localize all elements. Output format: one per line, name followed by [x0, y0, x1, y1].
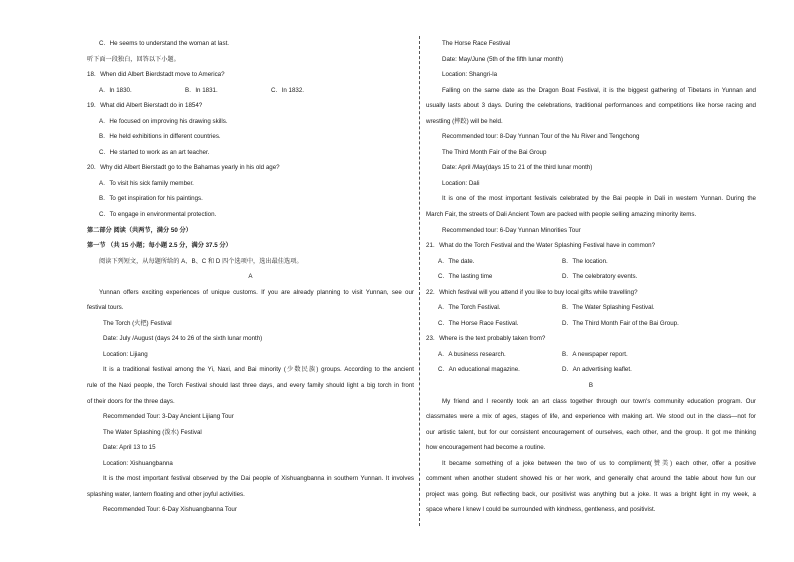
intro-line-2: festival tours. [87, 304, 124, 312]
q22-option-b: B．The Water Splashing Festival. [562, 304, 655, 312]
q22-option-d: D．The Third Month Fair of the Bai Group. [562, 319, 679, 327]
q22-options-row2 [426, 316, 756, 332]
intro-line-1: Yunnan offers exciting experiences of unique customs. If you are already planning to visit Yunnan, see our [99, 288, 414, 296]
q23-option-d: D．An advertising leaflet. [562, 366, 632, 374]
passage-b-line: project was going. But reflecting back, our positivist was anything but a joke. It was a bright light in my week, a [426, 490, 756, 498]
q18-option-b: B．In 1831. [185, 86, 218, 94]
q22-stem: 22．Which festival will you attend if you like to buy local gifts while travelling? [426, 288, 638, 296]
q23-stem: 23．Where is the text probably taken from? [426, 335, 546, 343]
q18-option-c: C．In 1832. [271, 86, 305, 94]
water-date: Date: April 13 to 15 [103, 444, 156, 452]
water-location: Location: Xishuangbanna [103, 459, 173, 467]
fair-date: Date: April /May(days 15 to 21 of the third lunar month) [442, 164, 593, 172]
q19-option-a: A．He focused on improving his drawing skills. [99, 117, 228, 125]
q22-option-c: C．The Horse Race Festival. [438, 319, 519, 327]
q20-stem: 20．Why did Albert Bierstadt go to the Bahamas yearly in his old age? [87, 164, 280, 172]
torch-date: Date: July /August (days 24 to 26 of the sixth lunar month) [103, 335, 263, 343]
torch-desc-1: It is a traditional festival among the Yi, Naxi, and Bai minority (少数民族) groups. According to the ancient [103, 366, 414, 374]
q18-option-a: A．In 1830. [99, 86, 132, 94]
water-desc-2: splashing water, lantern floating and other joyful activities. [87, 490, 245, 498]
horse-desc-1: Falling on the same date as the Dragon Boat Festival, it is the biggest gathering of Tibetans in Yunnan and [442, 86, 756, 94]
q18-stem: 18．When did Albert Bierdstadt move to America? [87, 71, 225, 79]
q23-option-c: C．An educational magazine. [438, 366, 520, 374]
fair-title: The Third Month Fair of the Bai Group [442, 148, 547, 156]
part2-heading: 第二部分 阅读（共两节，满分 50 分） [87, 226, 192, 234]
passage-b-line: comment when another student showed his or her work, and generally chat around the table about how fun our [426, 475, 756, 483]
horse-title: The Horse Race Festival [442, 40, 511, 47]
passage-b-line: classmates were a mix of ages, stages of life, and experience with making art. We stood out in the class—not for [426, 413, 756, 421]
passage-a-label: A [248, 273, 253, 281]
q23-options-row2 [426, 362, 756, 378]
water-tour: Recommended Tour: 6-Day Xishuangbanna Tour [103, 506, 237, 514]
q23-option-a: A．A business research. [438, 350, 506, 358]
section1-heading: 第一节 （共 15 小题；每小题 2.5 分，满分 37.5 分） [87, 242, 232, 250]
passage-b-line: My friend and I recently took an art class together through our town's community education program. Our [442, 397, 756, 405]
horse-location: Location: Shangri-la [442, 71, 498, 79]
q21-options-row2 [426, 269, 756, 285]
q18-options [87, 83, 414, 99]
q19-option-b: B．He held exhibitions in different countries. [99, 133, 221, 141]
left-column [87, 36, 414, 518]
q20-option-b: B．To get inspiration for his paintings. [99, 195, 203, 203]
passage-b-line: space where I knew I could be surrounded with kindness, gentleness, and positivist. [426, 506, 656, 514]
q20-option-c: C．To engage in environmental protection. [99, 211, 217, 219]
torch-title: The Torch (火把) Festival [103, 319, 172, 327]
horse-date: Date: May/June (5th of the fifth lunar month) [442, 55, 564, 63]
water-title: The Water Splashing (泼水) Festival [103, 428, 202, 436]
q19-stem: 19．What did Albert Bierstadt do in 1854? [87, 102, 203, 110]
fair-location: Location: Dali [442, 179, 480, 187]
fair-desc-1: It is one of the most important festivals celebrated by the Bai people in Dali in western Yunnan. During the [442, 195, 756, 203]
column-divider [419, 36, 420, 526]
torch-tour: Recommended Tour: 3-Day Ancient Lijiang Tour [103, 413, 234, 421]
fair-tour: Recommended tour: 6-Day Yunnan Minorities Tour [442, 226, 581, 234]
right-column [426, 36, 756, 518]
fair-desc-2: March Fair, the streets of Dali Ancient Town are packed with people selling amazing minority items. [426, 211, 697, 219]
q21-option-d: D．The celebratory events. [562, 273, 638, 281]
q19-option-c: C．He started to work as an art teacher. [99, 148, 210, 156]
passage-b-line: how encouragement had become a routine. [426, 444, 546, 452]
q23-options-row1 [426, 347, 756, 363]
q23-option-b: B．A newspaper report. [562, 350, 628, 358]
listening-note: 听下面一段独白，回答以下小题。 [87, 55, 180, 63]
q17-option-c: C．He seems to understand the woman at last. [99, 40, 230, 47]
q21-option-b: B．The location. [562, 257, 608, 265]
horse-desc-3: wrestling (摔跤) will be held. [426, 117, 503, 125]
q21-option-a: A．The date. [438, 257, 475, 265]
q22-option-a: A．The Torch Festival. [438, 304, 501, 312]
torch-desc-2: rule of the Naxi people, the Torch Festival should last three days, and every family should light a big torch in front [87, 382, 414, 390]
passage-b-line: our artistic talent, but for our consistent encouragement of ourselves, each other, and the group. It got me thinking [426, 428, 756, 436]
torch-desc-3: of their doors for the three days. [87, 397, 175, 405]
q21-option-c: C．The lasting time [438, 273, 493, 281]
q21-stem: 21．What do the Torch Festival and the Water Splashing Festival have in common? [426, 242, 656, 250]
q22-options-row1 [426, 300, 756, 316]
passage-b-label: B [588, 382, 594, 390]
water-desc-1: It is the most important festival observed by the Dai people of Xishuangbanna in southern Yunnan. It involves [103, 475, 414, 483]
reading-instruction: 阅读下列短文，从每题所给的 A、B、C 和 D 四个选项中，选出最佳选项。 [99, 257, 303, 265]
horse-desc-2: usually lasts about 3 days. During the celebrations, traditional performances and competitions like horse racing and [426, 102, 756, 110]
passage-b-line: It became something of a joke between the two of us to compliment(赞美) each other, offer a positive [442, 459, 756, 467]
torch-location: Location: Lijiang [103, 350, 148, 358]
q20-option-a: A．To visit his sick family member. [99, 179, 194, 187]
q21-options-row1 [426, 254, 756, 270]
horse-tour: Recommended tour: 8-Day Yunnan Tour of the Nu River and Tengchong [442, 133, 640, 141]
